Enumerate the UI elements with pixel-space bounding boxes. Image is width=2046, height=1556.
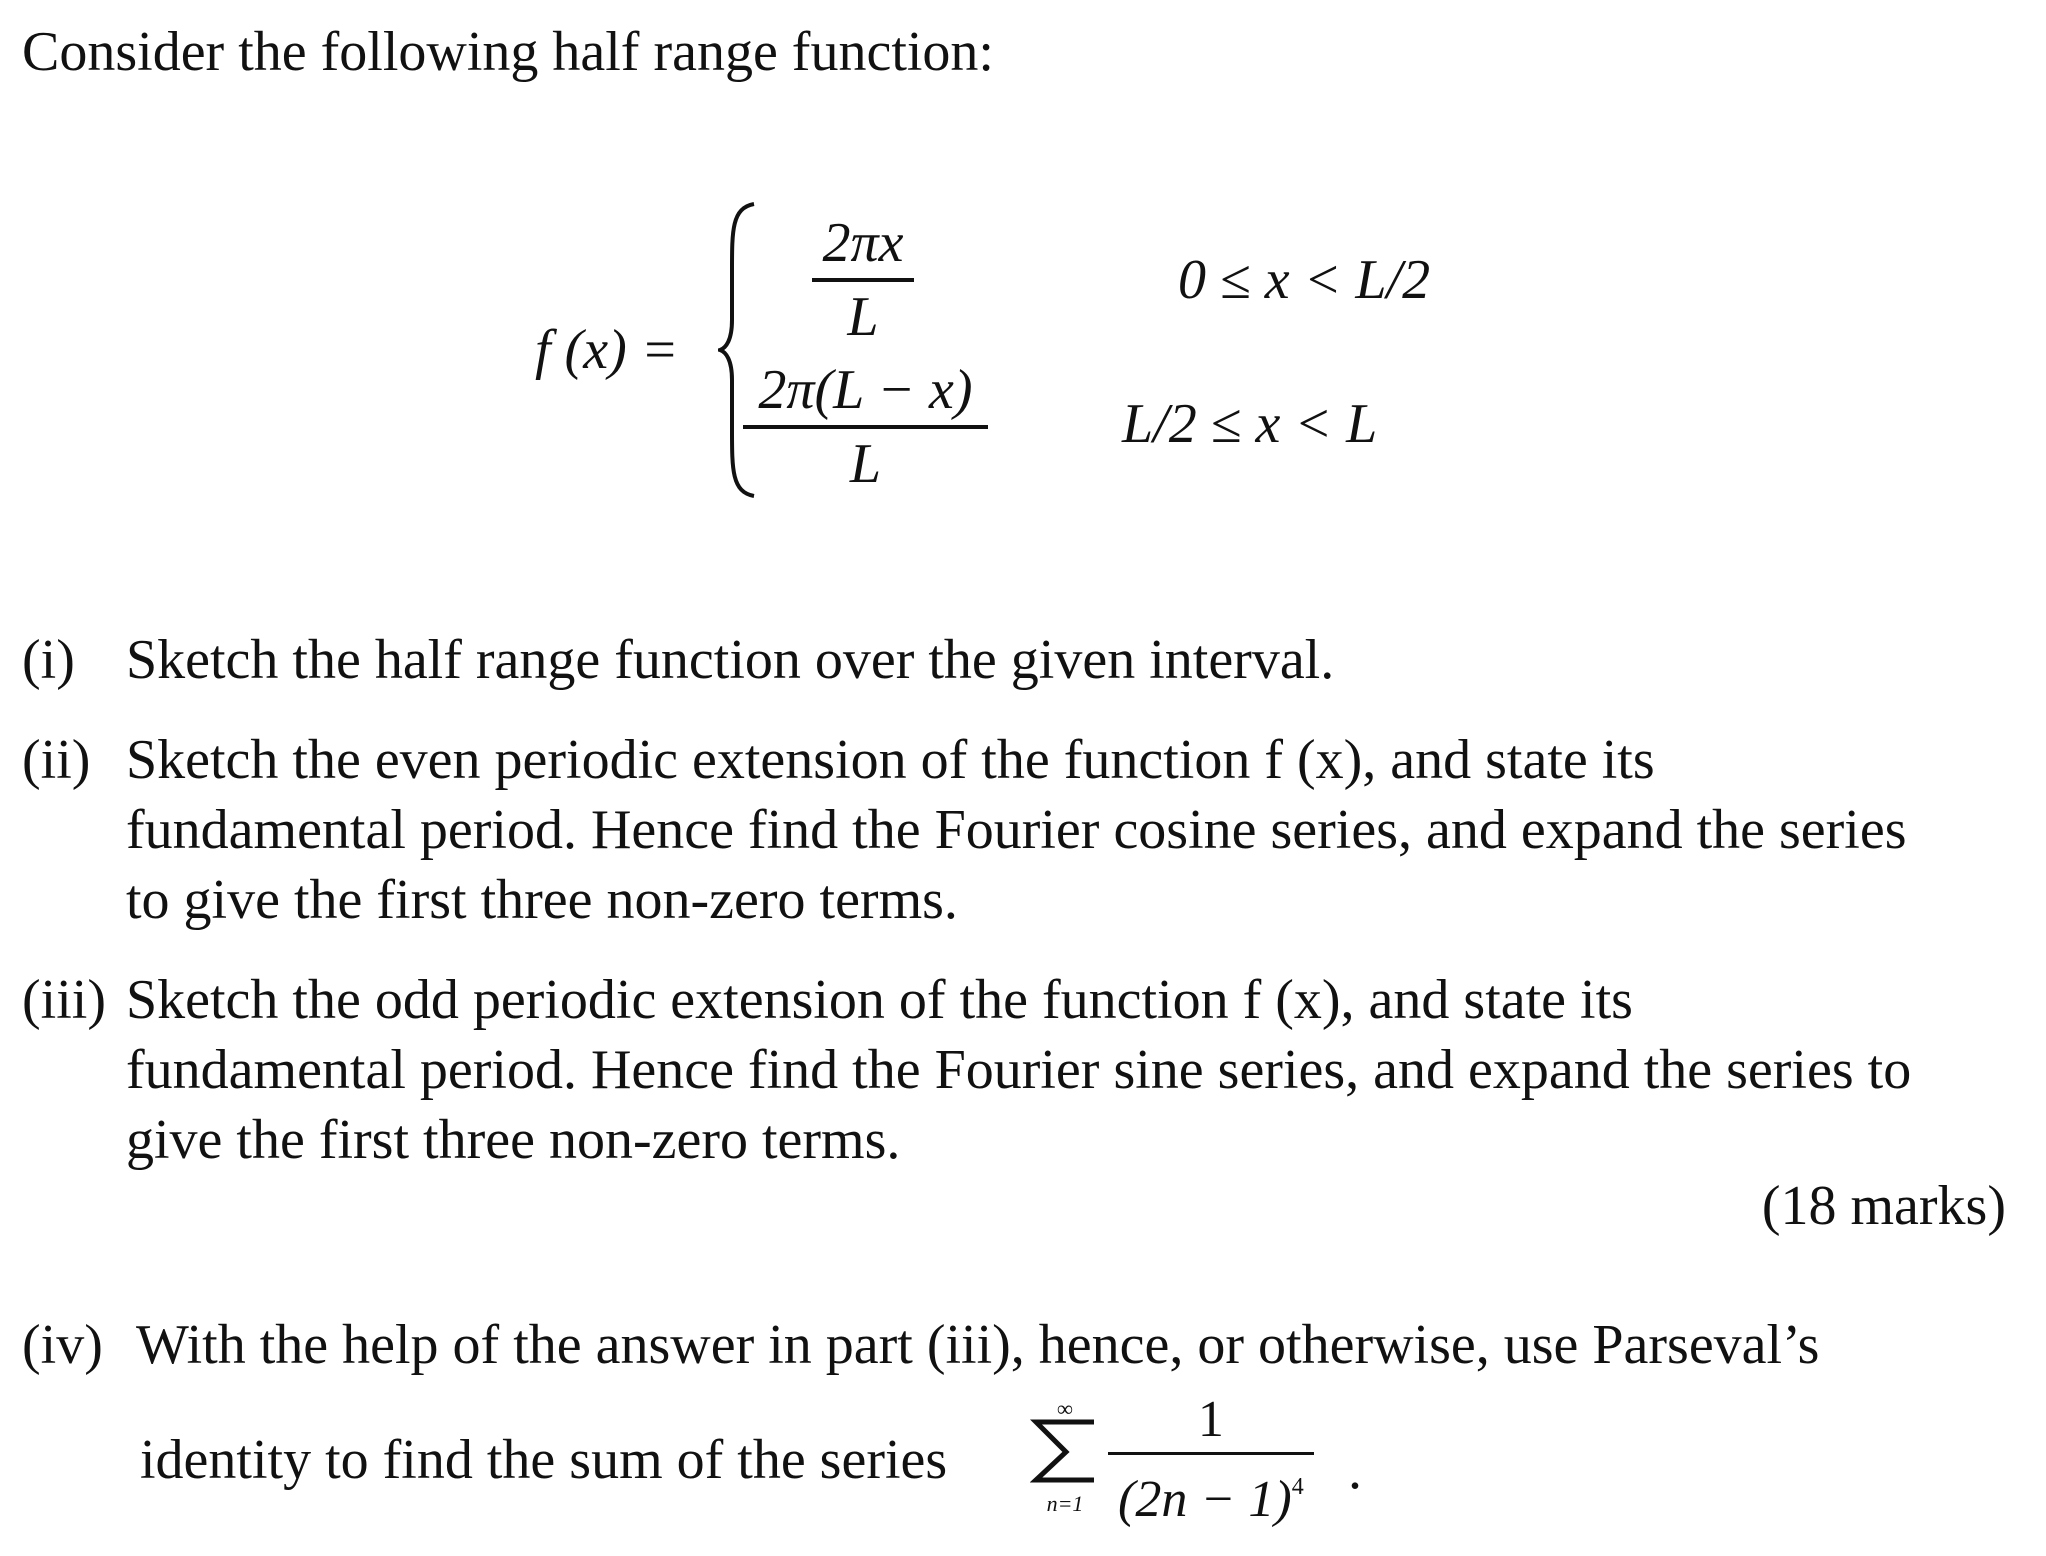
series-trailing-period: . <box>1348 1439 1362 1501</box>
sigma-icon <box>1030 1416 1100 1486</box>
part-ii-line-1: Sketch the even periodic extension of the function f (x), and state its <box>126 729 1655 791</box>
case2-denominator: L <box>743 425 988 499</box>
marks-label: (18 marks) <box>1761 1175 2006 1237</box>
case1-numerator: 2πx <box>822 212 904 274</box>
case1-condition: 0 ≤ x < L/2 <box>1178 249 1431 311</box>
series-denominator <box>1108 1452 1314 1532</box>
sum-upper-limit: ∞ <box>1057 1396 1073 1421</box>
summation <box>1030 1396 1100 1517</box>
series-numerator: 1 <box>1197 1391 1224 1448</box>
case2-condition: L/2 ≤ x < L <box>1122 393 1378 455</box>
case1-fraction <box>812 208 914 352</box>
part-iii-line-3: give the first three non-zero terms. <box>126 1109 901 1171</box>
sum-lower-limit: n=1 <box>1046 1491 1084 1516</box>
part-iii-line-2: fundamental period. Hence find the Fourier sine series, and expand the series to <box>126 1039 1912 1101</box>
part-iv-line-1: With the help of the answer in part (iii), hence, or otherwise, use Parseval’s <box>136 1314 1820 1376</box>
part-iv-line-2: identity to find the sum of the series <box>140 1429 948 1491</box>
case2-fraction <box>743 355 988 499</box>
case1-denominator: L <box>812 278 914 352</box>
intro-text: Consider the following half range function: <box>22 21 994 83</box>
series-exponent: 4 <box>1291 1474 1304 1500</box>
series-denominator-base: (2n − 1) <box>1118 1471 1292 1528</box>
part-iv-label: (iv) <box>22 1314 103 1376</box>
part-ii-label: (ii) <box>22 729 91 791</box>
part-ii-line-3: to give the first three non-zero terms. <box>126 869 958 931</box>
case2-numerator: 2π(L − x) <box>758 359 973 421</box>
part-iii-line-1: Sketch the odd periodic extension of the function f (x), and state its <box>126 969 1633 1031</box>
part-i-label: (i) <box>22 629 75 691</box>
part-ii-line-2: fundamental period. Hence find the Fourier cosine series, and expand the series <box>126 799 1907 861</box>
function-lhs: f (x) = <box>535 319 679 381</box>
part-iii-label: (iii) <box>22 969 106 1031</box>
series-term-fraction <box>1108 1388 1314 1532</box>
part-i-line-1: Sketch the half range function over the given interval. <box>126 629 1335 691</box>
